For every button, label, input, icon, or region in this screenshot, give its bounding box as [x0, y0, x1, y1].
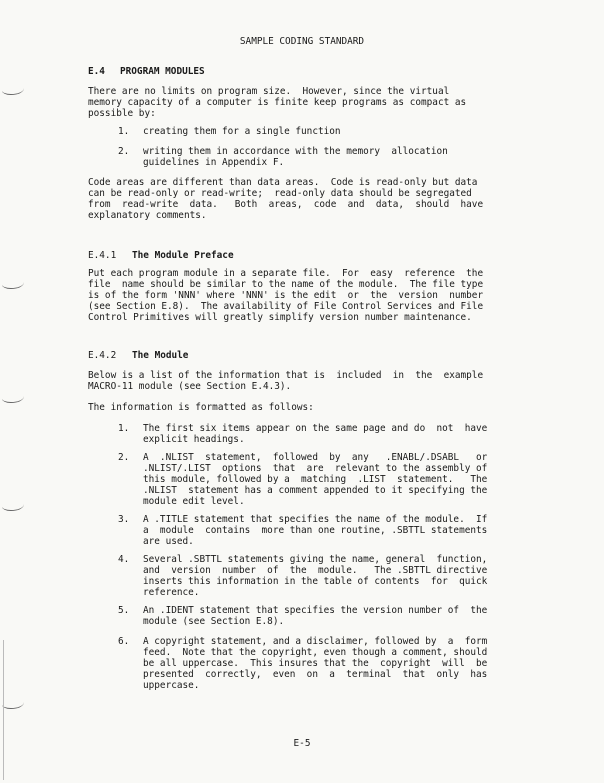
paragraph-line: There are no limits on program size. However, since the virtual — [88, 86, 450, 97]
binding-mark — [2, 698, 24, 709]
page-number: E-5 — [293, 738, 311, 749]
list-item-line: and version number of the module. The .SBTTL directive — [143, 565, 488, 576]
list-item-number: 1. — [118, 126, 130, 137]
list-item-number: 2. — [118, 146, 130, 157]
paragraph-line: memory capacity of a computer is finite keep programs as compact as — [88, 97, 467, 108]
section-title: PROGRAM MODULES — [120, 66, 205, 77]
paragraph-line: file name should be similar to the name of the module. The file type — [88, 279, 484, 290]
binding-mark — [2, 278, 24, 289]
paragraph-line: is of the form 'NNN' where 'NNN' is the edit or the version number — [88, 290, 484, 301]
list-item-line: The first six items appear on the same page and do not have — [143, 423, 488, 434]
list-item-line: module edit level. — [143, 496, 245, 507]
list-item-line: inserts this information in the table of contents for quick — [143, 576, 488, 587]
list-item-line: A copyright statement, and a disclaimer, followed by a form — [143, 636, 488, 647]
section-title: The Module Preface — [132, 250, 234, 261]
list-item-number: 1. — [118, 423, 130, 434]
list-item-line: be all uppercase. This insures that the copyright will be — [143, 658, 488, 669]
binding-mark — [2, 84, 24, 95]
section-number: E.4.2 — [88, 350, 117, 361]
list-item-line: An .IDENT statement that specifies the version number of the — [143, 605, 488, 616]
list-item-line: feed. Note that the copyright, even though a comment, should — [143, 647, 488, 658]
list-item-line: creating them for a single function — [143, 126, 341, 137]
list-item-line: presented correctly, even on a terminal that only has — [143, 669, 488, 680]
list-item-line: module (see Section E.8). — [143, 616, 285, 627]
paragraph-line: (see Section E.8). The availability of File Control Services and File — [88, 301, 484, 312]
paragraph-line: from read-write data. Both areas, code and data, should have — [88, 199, 484, 210]
binding-mark — [2, 392, 24, 403]
list-item-number: 4. — [118, 554, 130, 565]
paragraph-line: MACRO-11 module (see Section E.4.3). — [88, 381, 292, 392]
paragraph-line: Control Primitives will greatly simplify version number maintenance. — [88, 312, 472, 323]
paragraph-line: The information is formatted as follows: — [88, 402, 314, 413]
list-item-line: .NLIST/.LIST options that are relevant to the assembly of — [143, 463, 488, 474]
margin-line — [3, 640, 4, 780]
paragraph-line: Below is a list of the information that is included in the example — [88, 370, 484, 381]
list-item-line: a module contains more than one routine, .SBTTL statements — [143, 525, 488, 536]
paragraph-line: Code areas are different than data areas. Code is read-only but data — [88, 177, 478, 188]
list-item-line: this module, followed by a matching .LIST statement. The — [143, 474, 488, 485]
list-item-line: explicit headings. — [143, 434, 245, 445]
paragraph-line: can be read-only or read-write; read-only data should be segregated — [88, 188, 472, 199]
running-header: SAMPLE CODING STANDARD — [239, 36, 365, 47]
list-item-line: uppercase. — [143, 680, 200, 691]
list-item-line: A .TITLE statement that specifies the name of the module. If — [143, 514, 488, 525]
list-item-number: 5. — [118, 605, 130, 616]
paragraph-line: Put each program module in a separate file. For easy reference the — [88, 268, 484, 279]
list-item-line: are used. — [143, 536, 194, 547]
paragraph-line: explanatory comments. — [88, 210, 207, 221]
section-number: E.4.1 — [88, 250, 117, 261]
list-item-number: 6. — [118, 636, 130, 647]
paragraph-line: possible by: — [88, 108, 156, 119]
list-item-line: guidelines in Appendix F. — [143, 157, 285, 168]
list-item-line: .NLIST statement has a comment appended to it specifying the — [143, 485, 488, 496]
list-item-number: 2. — [118, 452, 130, 463]
list-item-line: writing them in accordance with the memory allocation — [143, 146, 448, 157]
binding-mark — [2, 500, 24, 511]
list-item-line: reference. — [143, 587, 200, 598]
list-item-line: Several .SBTTL statements giving the name, general function, — [143, 554, 488, 565]
list-item-line: A .NLIST statement, followed by any .ENABL/.DSABL or — [143, 452, 488, 463]
list-item-number: 3. — [118, 514, 130, 525]
section-title: The Module — [132, 350, 189, 361]
section-number: E.4 — [88, 66, 105, 77]
